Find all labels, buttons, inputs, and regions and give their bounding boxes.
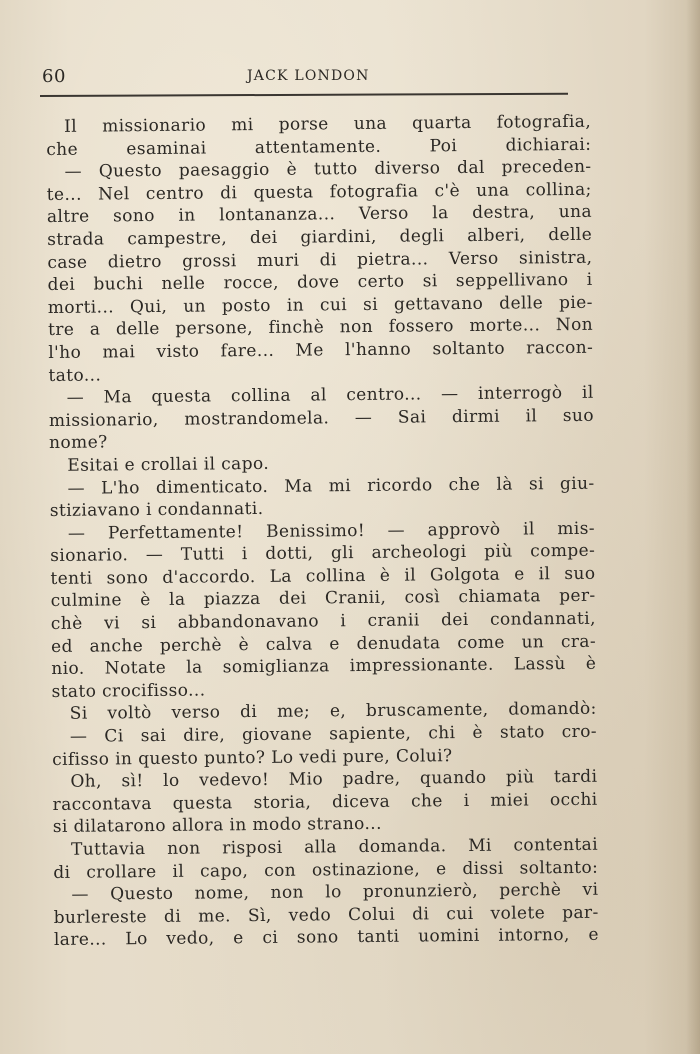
text-line: sionario. — Tutti i dotti, gli archeologi più compe- <box>50 541 596 567</box>
text-line: tre a delle persone, finchè non fossero morte... Non <box>47 315 594 341</box>
text-line: cifisso in questo punto? Lo vedi pure, Colui? <box>52 745 453 770</box>
page-edge-shadow <box>686 0 700 1054</box>
text-line: morti... Qui, un posto in cui si gettavano delle pie- <box>47 292 593 318</box>
text-line: nome? <box>49 432 108 454</box>
text-line: te... Nel centro di questa fotografia c'è una collina; <box>46 179 592 205</box>
text-line: — Perfettamente! Benissimo! — approvò il mis- <box>67 518 596 544</box>
page-header <box>42 66 570 88</box>
text-line: Si voltò verso di me; e, bruscamente, domandò: <box>69 699 597 725</box>
text-line: stiziavano i condannati. <box>49 499 264 522</box>
text-line: missionario, mostrandomela. — Sai dirmi il suo <box>48 405 594 431</box>
header-rule <box>40 93 568 97</box>
text-line: Tuttavia non risposi alla domanda. Mi contentai <box>70 834 599 860</box>
text-line: Il missionario mi porse una quarta fotografia, <box>64 111 592 137</box>
text-line: altre sono in lontananza... Verso la destra, una <box>46 202 593 228</box>
text-line: burlereste di me. Sì, vedo Colui di cui volete par- <box>53 902 599 928</box>
text-line: raccontava questa storia, diceva che i miei occhi <box>52 789 598 815</box>
page-number: 60 <box>42 66 66 87</box>
text-line: Esitai e crollai il capo. <box>67 453 270 476</box>
text-line: l'ho mai visto fare... Me l'hanno soltanto raccon- <box>48 337 594 363</box>
text-line: — Ci sai dire, giovane sapiente, chi è stato cro- <box>69 721 598 747</box>
text-line: — Questo nome, non lo pronunzierò, perchè vi <box>71 879 599 905</box>
text-line: si dilatarono allora in modo strano... <box>52 814 382 838</box>
text-line: di crollare il capo, con ostinazione, e dissi soltanto: <box>53 857 599 883</box>
text-line: — L'ho dimenticato. Ma mi ricordo che là si giu- <box>67 473 595 499</box>
text-line: culmine è la piazza dei Cranii, così chiamata per- <box>50 586 596 612</box>
text-line: Oh, sì! lo vedevo! Mio padre, quando più tardi <box>70 766 598 793</box>
text-line: case dietro grossi muri di pietra... Verso sinistra, <box>47 247 593 273</box>
text-line: stato crocifisso... <box>51 680 206 702</box>
text-line: dei buchi nelle rocce, dove certo si seppellivano i <box>47 269 593 296</box>
text-line: strada campestre, dei giardini, degli alberi, delle <box>47 224 593 250</box>
text-line: — Questo paesaggio è tutto diverso dal preceden- <box>64 156 592 183</box>
text-line: che esaminai attentamente. Poi dichiarai: <box>46 134 592 160</box>
text-line: ed anche perchè è calva e denudata come un cra- <box>50 631 597 657</box>
running-head: JACK LONDON <box>247 68 370 84</box>
text-line: nio. Notate la somiglianza impressionante. Lassù è <box>51 653 597 680</box>
text-line: — Ma questa collina al centro... — interrogò il <box>66 382 594 408</box>
text-line: chè vi si abbandonavano i cranii dei condannati, <box>50 608 596 635</box>
text-line: tato... <box>48 365 102 386</box>
text-line: lare... Lo vedo, e ci sono tanti uomini intorno, e <box>53 925 599 951</box>
text-line: tenti sono d'accordo. La collina è il Golgota e il suo <box>50 563 596 589</box>
body-text <box>46 111 599 952</box>
